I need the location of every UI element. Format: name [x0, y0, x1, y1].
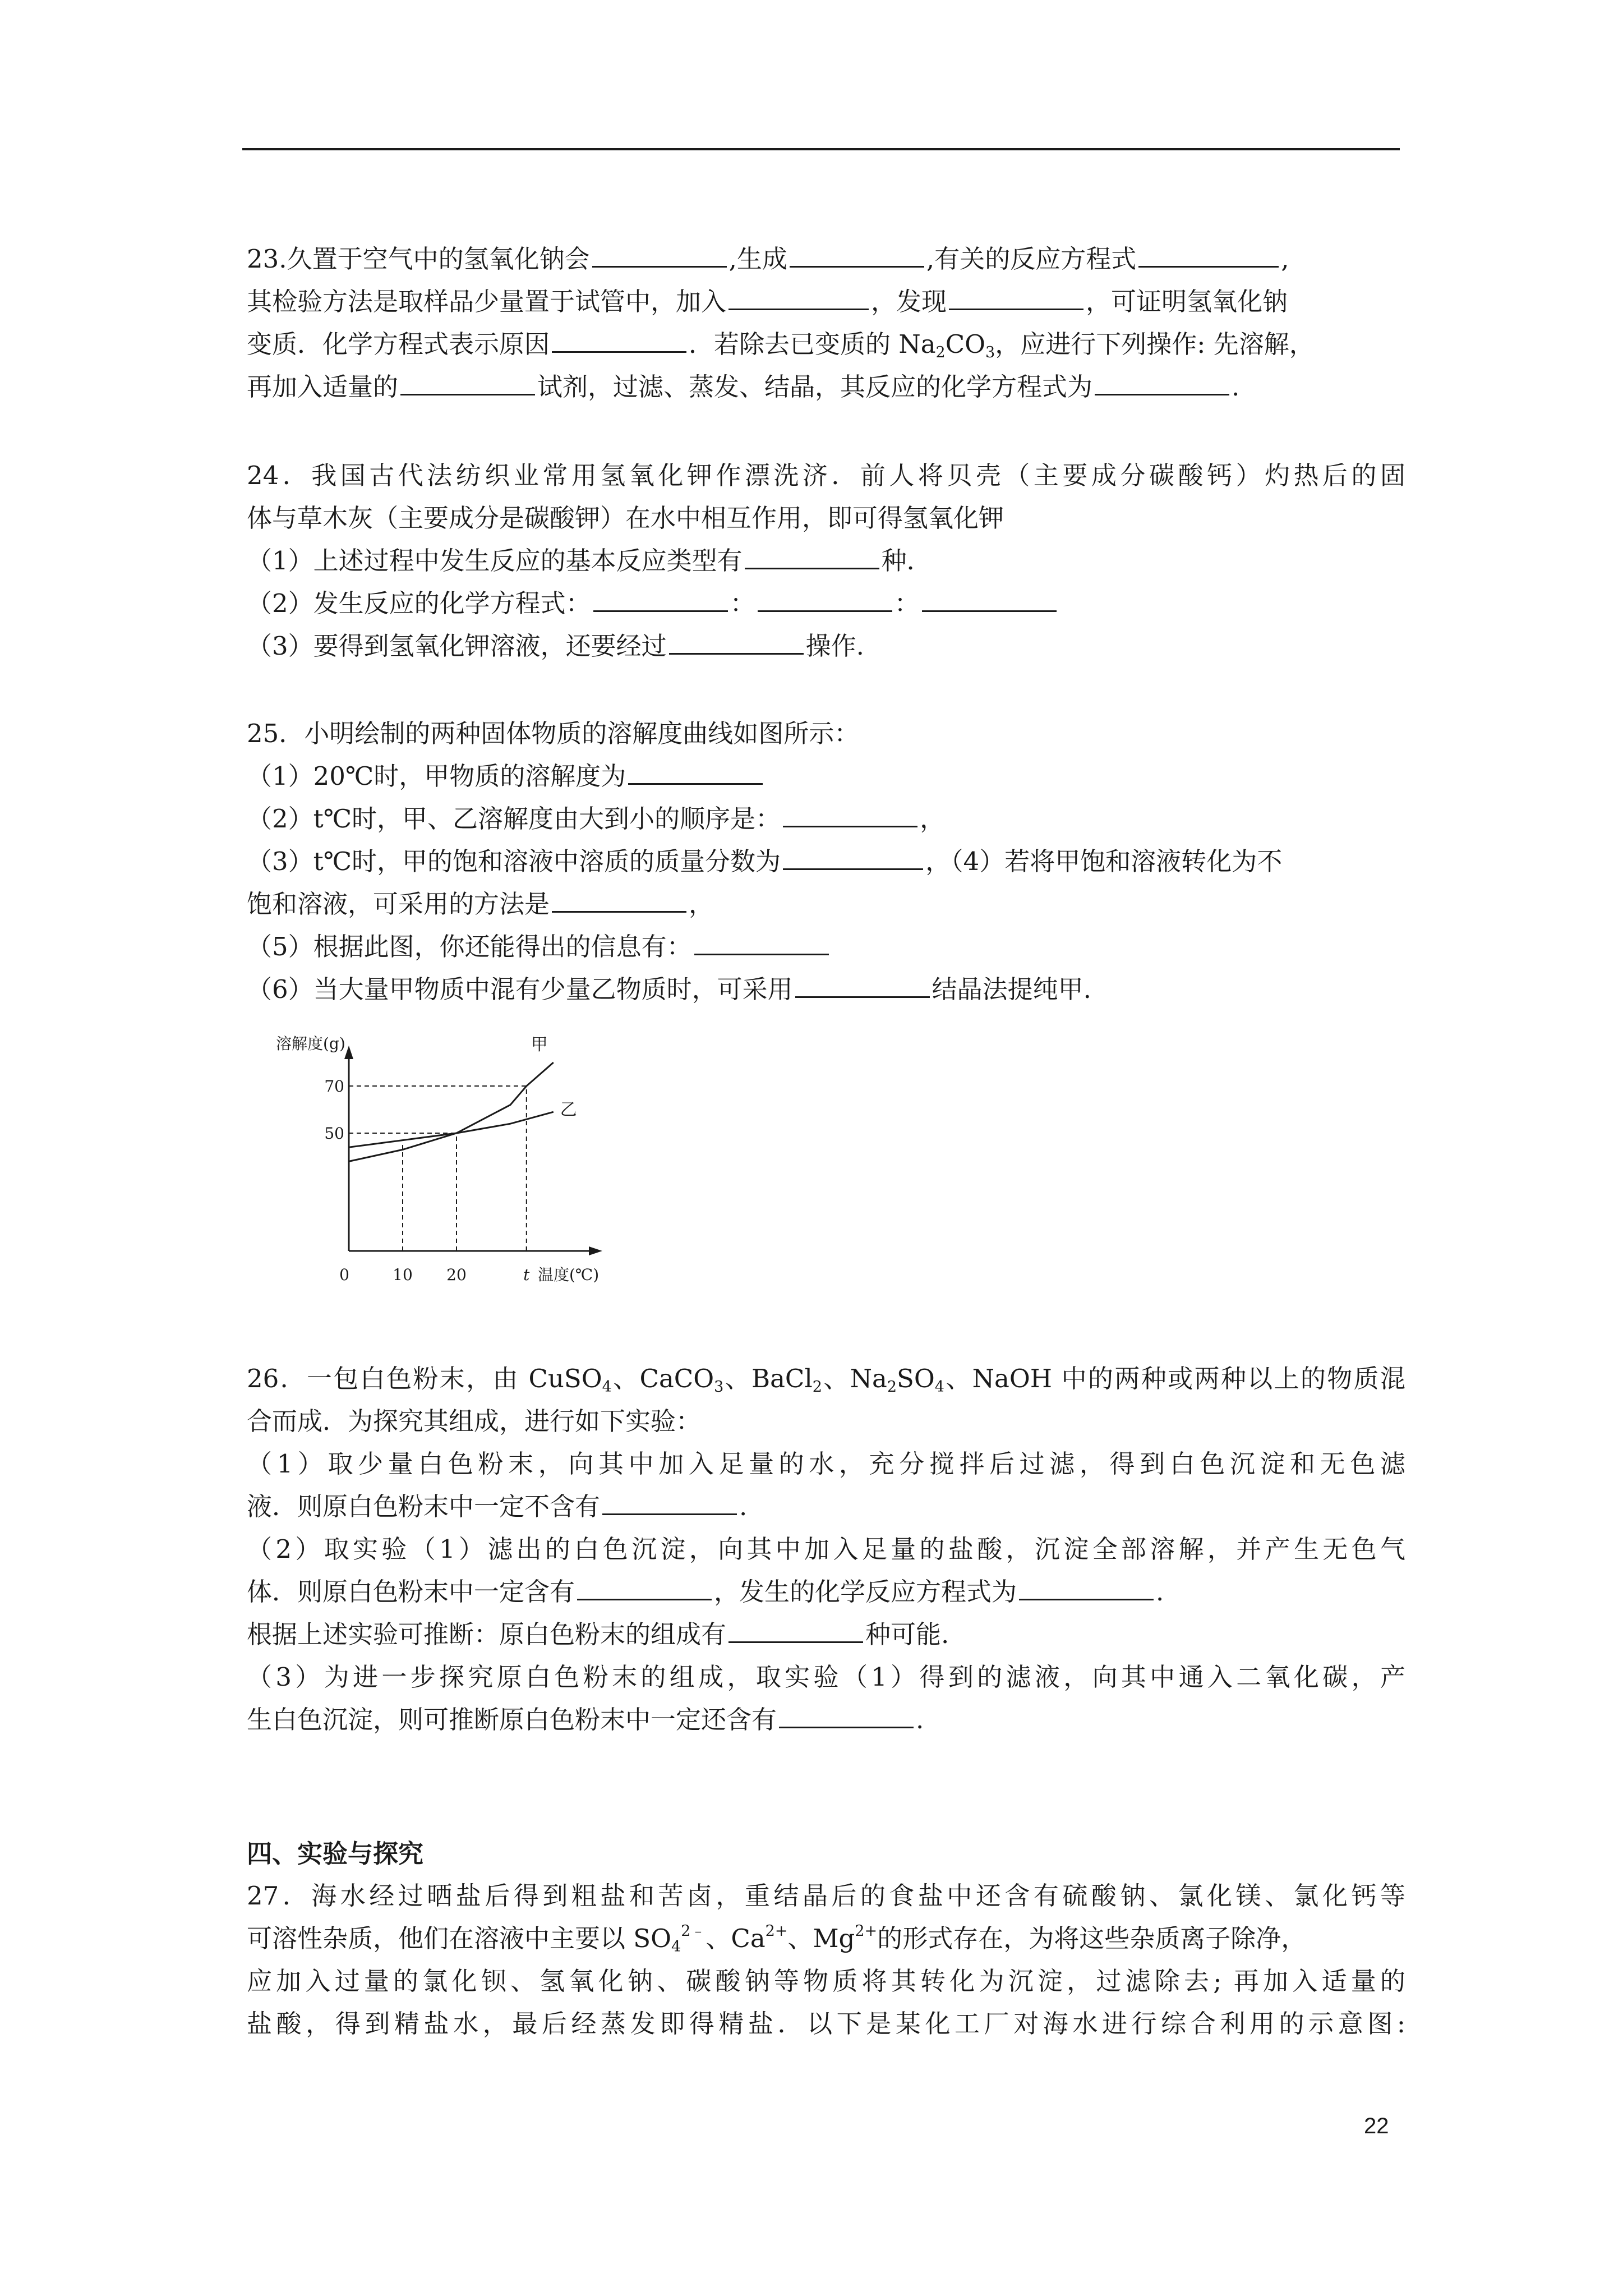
answer-blank[interactable] [577, 1588, 712, 1600]
answer-blank[interactable] [783, 815, 917, 827]
answer-blank[interactable] [694, 942, 829, 955]
answer-blank[interactable] [628, 772, 763, 785]
answer-blank[interactable] [592, 255, 727, 268]
answer-blank[interactable] [779, 1715, 914, 1728]
answer-blank[interactable] [602, 1502, 737, 1515]
answer-blank[interactable] [728, 297, 869, 310]
answer-blank[interactable] [795, 985, 930, 998]
answer-blank[interactable] [1019, 1588, 1154, 1600]
chart-axes [344, 1046, 602, 1255]
answer-blank[interactable] [552, 900, 686, 913]
answer-blank[interactable] [669, 642, 804, 655]
y-tick-label: 70 [324, 1077, 344, 1096]
x-tick-label: t [523, 1266, 530, 1284]
answer-blank[interactable] [922, 599, 1057, 612]
series-label: 乙 [560, 1100, 577, 1120]
question-26: 26．一包白色粉末，由 CuSO$_4$、CaCO$_3$、BaCl$_2$、$Na_2SO_4$、NaOH 中的两种或两种以上的物质混 合而成．为探究其组成，进行如下实验： （1）取少量白色粉末，向其中加入足量的水，充分搅拌后过滤，得到白色沉淀和无色滤 液．则原白色粉末中一定不含有 . （2）取实验（1）滤出的白色沉淀，向其中加入足量的盐酸，沉淀全部溶解，并产生无色气 体．则原白色粉末中一定含有 ，发生的化学反应方程式为 . 根据上述实验可推断：原白色粉末的组成有 种可能. （3）为进一步探究原白色粉末的组成，取实验（1）得到的滤液，向其中通入二氧化碳，产 生白色沉淀，则可推断原白色粉末中一定还含有 . [247, 1364, 1405, 1734]
page-number: 22 [1364, 2114, 1389, 2138]
question-25: 25．小明绘制的两种固体物质的溶解度曲线如图所示： （1）20℃时，甲物质的溶解度为 （2）t℃时，甲、乙溶解度由大到小的顺序是： ， （3）t℃时，甲的饱和溶液中溶质的质量分数为 ，（4）若将甲饱和溶液转化为不 饱和溶液，可采用的方法是 ， （5）根据此图，你还能得出的信息有： （6）当大量甲物质中混有少量乙物质时，可采用 结晶法提纯甲. [247, 719, 1283, 1004]
y-axis-title: 溶解度(g) [276, 1034, 345, 1053]
x-tick-label: 0 [339, 1266, 349, 1284]
y-tick-label: 50 [324, 1124, 344, 1143]
series-curve [349, 1062, 554, 1161]
answer-blank[interactable] [949, 297, 1083, 310]
answer-blank[interactable] [593, 599, 728, 612]
answer-blank[interactable] [552, 340, 686, 353]
answer-blank[interactable] [783, 857, 923, 870]
question-24: 24．我国古代法纺织业常用氢氧化钾作漂洗济．前人将贝壳（主要成分碳酸钙）灼热后的固 体与草木灰（主要成分是碳酸钾）在水中相互作用，即可得氢氧化钾 （1）上述过程中发生反应的基本反应类型有 种． （2）发生反应的化学方程式： ： ： （3）要得到氢氧化钾溶液，还要经过 操作. [247, 461, 1405, 661]
x-axis-title: 温度(℃) [538, 1266, 600, 1284]
solubility-chart [224, 1027, 718, 1307]
answer-blank[interactable] [1095, 383, 1229, 395]
series-curve [349, 1112, 554, 1147]
section-heading: 四、实验与探究 [247, 1839, 424, 1869]
answer-blank[interactable] [790, 255, 924, 268]
answer-blank[interactable] [728, 1630, 863, 1643]
answer-blank[interactable] [758, 599, 892, 612]
answer-blank[interactable] [400, 383, 535, 395]
y-axis-arrow [344, 1046, 353, 1059]
question-27: 27．海水经过晒盐后得到粗盐和苦卤，重结晶后的食盐中还含有硫酸钠、氯化镁、氯化钙等 可溶性杂质，他们在溶液中主要以 $SO_4^{2﹣}$、$Ca^{2+}$、$Mg^{2+}$的形式存在，为将这些杂质离子除净， 应加入过量的氯化钡、氢氧化钠、碳酸钠等物质将其转化为沉淀，过滤除去; 再加入适量的 盐酸，得到精盐水，最后经蒸发即得精盐．以下是某化工厂对海水进行综合利用的示意图: [247, 1881, 1405, 2039]
answer-blank[interactable] [745, 556, 879, 569]
x-axis-arrow [589, 1246, 602, 1255]
chart-curves [349, 1062, 554, 1161]
x-tick-label: 20 [446, 1266, 467, 1284]
answer-blank[interactable] [1138, 255, 1279, 268]
header-rule [242, 148, 1400, 150]
series-label: 甲 [531, 1035, 548, 1055]
x-tick-label: 10 [393, 1266, 413, 1284]
question-23: 23.久置于空气中的氢氧化钠会 ,生成 ,有关的反应方程式 , 其检验方法是取样品少量置于试管中，加入 ，发现 ，可证明氢氧化钠 变质．化学方程式表示原因 ．若除去已变质的 $Na_2CO_3$，应进行下列操作: 先溶解， 再加入适量的 试剂，过滤、蒸发、结晶，其反应的化学方程式为 . [247, 244, 1315, 402]
chart-labels [276, 1034, 599, 1284]
